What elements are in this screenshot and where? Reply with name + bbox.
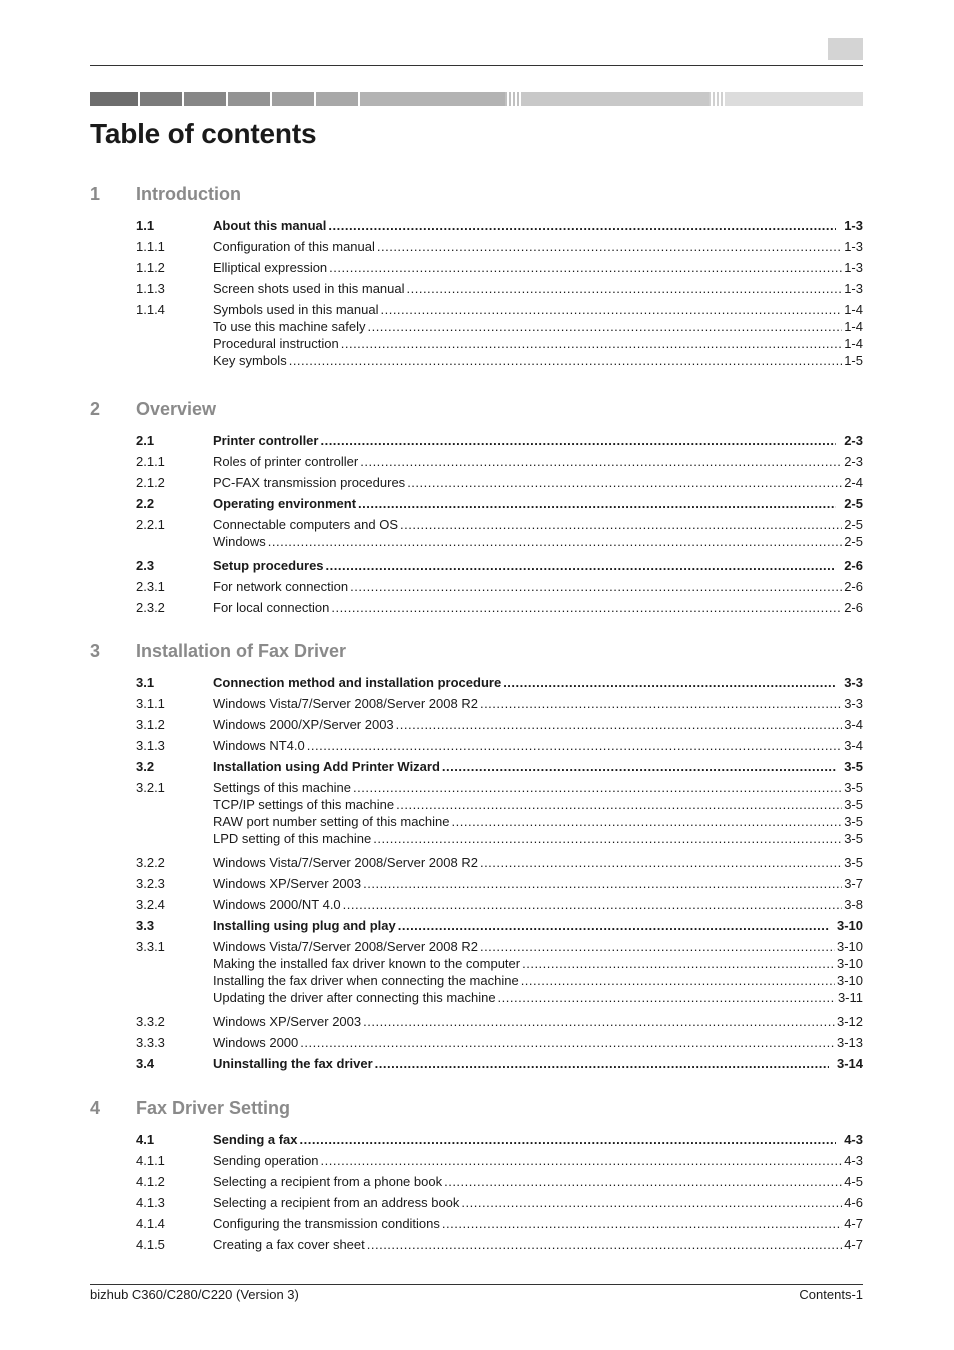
toc-entry-number: 4.1 <box>136 1132 155 1147</box>
toc-entry-title: Windows XP/Server 2003 <box>213 876 362 891</box>
toc-entry-page: 3-4 <box>844 717 863 732</box>
decorative-gradient-bar <box>90 92 863 106</box>
toc-entry-title: Sending operation <box>213 1153 319 1168</box>
dot-leader <box>358 495 836 512</box>
toc-entry[interactable] <box>90 1055 863 1076</box>
toc-entry-page: 3-5 <box>844 814 863 829</box>
chapter-section <box>90 399 863 620</box>
dot-leader <box>326 557 837 574</box>
toc-entry-page: 3-3 <box>844 675 863 690</box>
toc-entry[interactable] <box>90 578 863 599</box>
dot-leader <box>480 695 842 712</box>
toc-entry[interactable] <box>90 917 863 938</box>
dot-leader <box>350 578 842 595</box>
toc-entry[interactable] <box>90 737 863 758</box>
chapter-title: Introduction <box>136 184 241 204</box>
toc-entry-title: Connectable computers and OS <box>213 517 398 532</box>
toc-entry-number: 3.3 <box>136 918 155 933</box>
toc-entry-page: 2-6 <box>844 558 863 573</box>
footer-page-number: Contents-1 <box>799 1287 863 1302</box>
dot-leader <box>380 301 842 318</box>
toc-entry-list <box>90 1131 863 1257</box>
toc-entry-number: 3.2.2 <box>136 855 165 870</box>
toc-entry[interactable] <box>90 599 863 620</box>
toc-entry-number: 2.1.2 <box>136 475 165 490</box>
chapter-title: Overview <box>136 399 217 419</box>
dot-leader <box>480 854 842 871</box>
chapter-heading[interactable] <box>90 1098 863 1122</box>
toc-entry-page: 3-10 <box>836 956 863 971</box>
toc-entry[interactable] <box>90 875 863 896</box>
toc-entry-title: Selecting a recipient from a phone book <box>213 1174 443 1189</box>
toc-entry-page: 3-11 <box>837 990 863 1005</box>
dot-leader <box>353 779 842 796</box>
toc-entry[interactable] <box>90 495 863 516</box>
dot-leader <box>407 280 843 297</box>
toc-entry-title: Sending a fax <box>213 1132 298 1147</box>
header-rule <box>90 65 863 66</box>
toc-subentry[interactable] <box>90 533 863 550</box>
toc-entry-title: Installing using plug and play <box>213 918 396 933</box>
toc-entry-page: 3-5 <box>844 759 863 774</box>
toc-entry[interactable] <box>90 516 863 533</box>
page-title: Table of contents <box>90 118 317 149</box>
toc-entry[interactable] <box>90 557 863 578</box>
dot-leader <box>521 972 835 989</box>
toc-entry-number: 2.3 <box>136 558 155 573</box>
chapter-number: 4 <box>90 1098 101 1118</box>
dot-leader <box>307 737 842 754</box>
toc-entry-title: Windows XP/Server 2003 <box>213 1014 362 1029</box>
toc-entry[interactable] <box>90 432 863 453</box>
toc-entry-title: Windows Vista/7/Server 2008/Server 2008 R2 <box>213 855 478 870</box>
toc-entry-title: Configuring the transmission conditions <box>213 1216 440 1231</box>
dot-leader <box>377 238 842 255</box>
toc-entry[interactable] <box>90 896 863 917</box>
toc-entry[interactable] <box>90 1173 863 1194</box>
toc-entry[interactable] <box>90 938 863 955</box>
toc-entry-title: Printer controller <box>213 433 319 448</box>
toc-entry[interactable] <box>90 1194 863 1215</box>
toc-entry-list <box>90 432 863 620</box>
toc-entry[interactable] <box>90 1034 863 1055</box>
toc-entry-number: 2.3.2 <box>136 600 165 615</box>
dot-leader <box>400 516 842 533</box>
toc-entry-page: 3-14 <box>836 1056 863 1071</box>
toc-entry-title: Key symbols <box>213 353 287 368</box>
dot-leader <box>398 917 829 934</box>
toc-entry[interactable] <box>90 674 863 695</box>
toc-entry-title: PC-FAX transmission procedures <box>213 475 406 490</box>
toc-entry-page: 1-5 <box>844 353 863 368</box>
toc-entry-number: 3.2 <box>136 759 155 774</box>
chapter-number: 1 <box>90 184 101 204</box>
toc-subentry[interactable] <box>90 335 863 352</box>
toc-entry-number: 3.3.1 <box>136 939 165 954</box>
toc-entry-title: Elliptical expression <box>213 260 328 275</box>
toc-entry-page: 1-3 <box>844 218 863 233</box>
toc-entry[interactable] <box>90 238 863 259</box>
dot-leader <box>367 1236 842 1253</box>
dot-leader <box>328 217 836 234</box>
toc-entry-title: Windows NT4.0 <box>213 738 305 753</box>
dot-leader <box>396 716 843 733</box>
toc-entry[interactable] <box>90 217 863 238</box>
chapter-section <box>90 1098 863 1257</box>
dot-leader <box>321 1152 843 1169</box>
toc-entry[interactable] <box>90 301 863 318</box>
toc-entry[interactable] <box>90 1152 863 1173</box>
dot-leader <box>461 1194 842 1211</box>
toc-entry-number: 3.1.2 <box>136 717 165 732</box>
toc-entry-title: Windows 2000/NT 4.0 <box>213 897 341 912</box>
toc-entry[interactable] <box>90 474 863 495</box>
toc-entry-title: Screen shots used in this manual <box>213 281 405 296</box>
toc-entry-title: Symbols used in this manual <box>213 302 379 317</box>
dot-leader <box>343 896 843 913</box>
dot-leader <box>363 1013 835 1030</box>
toc-entry-page: 2-3 <box>844 433 863 448</box>
dot-leader <box>331 599 842 616</box>
toc-entry-title: TCP/IP settings of this machine <box>213 797 395 812</box>
chapter-title: Fax Driver Setting <box>136 1098 291 1118</box>
toc-entry-page: 2-3 <box>844 454 863 469</box>
dot-leader <box>452 813 843 830</box>
dot-leader <box>341 335 842 352</box>
dot-leader <box>498 989 836 1006</box>
toc-entry-title: For local connection <box>213 600 330 615</box>
dot-leader <box>300 1034 835 1051</box>
toc-entry-number: 3.1 <box>136 675 155 690</box>
toc-entry-number: 3.2.4 <box>136 897 165 912</box>
toc-entry-page: 3-10 <box>836 939 863 954</box>
toc-entry-page: 3-12 <box>836 1014 863 1029</box>
toc-entry-page: 3-5 <box>844 797 863 812</box>
dot-leader <box>407 474 842 491</box>
toc-entry-page: 3-5 <box>844 855 863 870</box>
toc-entry-title: Settings of this machine <box>213 780 352 795</box>
toc-entry[interactable] <box>90 779 863 796</box>
toc-entry-title: Creating a fax cover sheet <box>213 1237 365 1252</box>
dot-leader <box>360 453 842 470</box>
dot-leader <box>373 830 842 847</box>
footer-rule <box>90 1284 863 1285</box>
toc-entry-page: 3-10 <box>836 918 863 933</box>
toc-entry[interactable] <box>90 1131 863 1152</box>
corner-tab-marker <box>828 38 863 60</box>
toc-entry-number: 3.1.3 <box>136 738 165 753</box>
toc-entry-page: 2-4 <box>844 475 863 490</box>
toc-entry-number: 3.4 <box>136 1056 155 1071</box>
toc-entry-page: 1-4 <box>844 336 863 351</box>
toc-entry-number: 4.1.3 <box>136 1195 165 1210</box>
toc-entry-title: LPD setting of this machine <box>213 831 372 846</box>
toc-entry[interactable] <box>90 758 863 779</box>
toc-entry-title: To use this machine safely <box>213 319 366 334</box>
toc-entry[interactable] <box>90 716 863 737</box>
dot-leader <box>367 318 842 335</box>
toc-entry-number: 2.2.1 <box>136 517 165 532</box>
toc-entry-page: 3-3 <box>844 696 863 711</box>
toc-entry-number: 4.1.1 <box>136 1153 165 1168</box>
toc-entry-title: RAW port number setting of this machine <box>213 814 450 829</box>
dot-leader <box>375 1055 829 1072</box>
toc-entry-page: 4-6 <box>844 1195 863 1210</box>
toc-entry-list <box>90 217 863 369</box>
toc-entry-page: 1-4 <box>844 302 863 317</box>
toc-entry-title: For network connection <box>213 579 349 594</box>
toc-entry-page: 3-10 <box>836 973 863 988</box>
toc-entry-number: 2.3.1 <box>136 579 165 594</box>
toc-entry-title: Connection method and installation procedure <box>213 675 502 690</box>
toc-entry[interactable] <box>90 453 863 474</box>
toc-entry[interactable] <box>90 1236 863 1257</box>
toc-entry-page: 4-7 <box>844 1216 863 1231</box>
toc-entry-title: Windows Vista/7/Server 2008/Server 2008 R2 <box>213 939 478 954</box>
toc-entry-title: Procedural instruction <box>213 336 339 351</box>
toc-subentry[interactable] <box>90 955 863 972</box>
dot-leader <box>329 259 842 276</box>
toc-entry-number: 1.1.2 <box>136 260 165 275</box>
toc-entry-page: 3-5 <box>844 831 863 846</box>
toc-entry-page: 1-4 <box>844 319 863 334</box>
toc-entry-number: 3.2.3 <box>136 876 165 891</box>
toc-subentry[interactable] <box>90 813 863 830</box>
dot-leader <box>300 1131 837 1148</box>
toc-subentry[interactable] <box>90 830 863 847</box>
chapter-number: 3 <box>90 641 101 661</box>
toc-entry-page: 4-7 <box>844 1237 863 1252</box>
dot-leader <box>396 796 842 813</box>
toc-entry-number: 2.2 <box>136 496 155 511</box>
toc-entry-title: Updating the driver after connecting this machine <box>213 990 496 1005</box>
toc-entry-title: Operating environment <box>213 496 357 511</box>
toc-entry-title: Windows <box>213 534 266 549</box>
toc-entry-page: 2-5 <box>844 534 863 549</box>
chapter-title: Installation of Fax Driver <box>136 641 347 661</box>
toc-entry-page: 3-13 <box>836 1035 863 1050</box>
toc-entry-page: 1-3 <box>844 260 863 275</box>
chapter-section <box>90 184 863 369</box>
toc-entry-number: 1.1.1 <box>136 239 165 254</box>
toc-entry-page: 2-6 <box>844 579 863 594</box>
toc-entry-number: 3.3.3 <box>136 1035 165 1050</box>
toc-entry-title: Making the installed fax driver known to the computer <box>213 956 521 971</box>
toc-subentry[interactable] <box>90 352 863 369</box>
dot-leader <box>320 432 836 449</box>
toc-entry-title: Roles of printer controller <box>213 454 359 469</box>
dot-leader <box>442 1215 842 1232</box>
dot-leader <box>480 938 835 955</box>
dot-leader <box>442 758 836 775</box>
toc-subentry[interactable] <box>90 989 863 1006</box>
chapter-heading[interactable] <box>90 399 863 423</box>
dot-leader <box>363 875 842 892</box>
chapter-number: 2 <box>90 399 101 419</box>
chapter-heading[interactable] <box>90 641 863 665</box>
toc-entry-title: Uninstalling the fax driver <box>213 1056 373 1071</box>
toc-entry-title: Selecting a recipient from an address book <box>213 1195 460 1210</box>
chapter-section <box>90 641 863 1076</box>
toc-entry-title: Windows 2000 <box>213 1035 299 1050</box>
toc-entry-title: Configuration of this manual <box>213 239 375 254</box>
toc-entry-number: 4.1.2 <box>136 1174 165 1189</box>
toc-entry-number: 3.3.2 <box>136 1014 165 1029</box>
toc-entry-page: 3-4 <box>844 738 863 753</box>
toc-entry-number: 1.1.4 <box>136 302 165 317</box>
toc-entry-number: 3.2.1 <box>136 780 165 795</box>
toc-entry-title: Installing the fax driver when connecting the machine <box>213 973 519 988</box>
toc-entry-title: Windows Vista/7/Server 2008/Server 2008 R2 <box>213 696 478 711</box>
toc-entry-page: 3-5 <box>844 780 863 795</box>
dot-leader <box>289 352 843 369</box>
toc-entry-number: 2.1 <box>136 433 155 448</box>
toc-entry-title: About this manual <box>213 218 327 233</box>
toc-entry-title: Installation using Add Printer Wizard <box>213 759 440 774</box>
toc-subentry[interactable] <box>90 318 863 335</box>
toc-entry-page: 3-8 <box>844 897 863 912</box>
dot-leader <box>503 674 836 691</box>
toc-entry-title: Windows 2000/XP/Server 2003 <box>213 717 394 732</box>
toc-entry-page: 4-3 <box>844 1153 863 1168</box>
chapter-heading[interactable] <box>90 184 863 208</box>
toc-entry-page: 4-5 <box>844 1174 863 1189</box>
dot-leader <box>444 1173 842 1190</box>
toc-entry[interactable] <box>90 854 863 875</box>
toc-entry-page: 3-7 <box>844 876 863 891</box>
toc-entry-title: Setup procedures <box>213 558 324 573</box>
toc-entry-number: 4.1.4 <box>136 1216 165 1231</box>
toc-entry-page: 1-3 <box>844 281 863 296</box>
toc-entry-page: 1-3 <box>844 239 863 254</box>
toc-entry-number: 1.1 <box>136 218 155 233</box>
toc-entry[interactable] <box>90 1013 863 1034</box>
toc-entry[interactable] <box>90 695 863 716</box>
toc-entry-number: 3.1.1 <box>136 696 165 711</box>
toc-entry-number: 4.1.5 <box>136 1237 165 1252</box>
toc-entry[interactable] <box>90 259 863 280</box>
toc-entry-number: 1.1.3 <box>136 281 165 296</box>
toc-entry-page: 2-5 <box>844 496 863 511</box>
toc-entry-page: 2-5 <box>844 517 863 532</box>
dot-leader <box>268 533 842 550</box>
toc-subentry[interactable] <box>90 972 863 989</box>
toc-entry-list <box>90 674 863 1076</box>
footer-product-name: bizhub C360/C280/C220 (Version 3) <box>90 1287 299 1302</box>
toc-entry[interactable] <box>90 280 863 301</box>
toc-subentry[interactable] <box>90 796 863 813</box>
toc-entry-number: 2.1.1 <box>136 454 165 469</box>
toc-entry-page: 4-3 <box>844 1132 863 1147</box>
dot-leader <box>522 955 835 972</box>
toc-entry-page: 2-6 <box>844 600 863 615</box>
toc-entry[interactable] <box>90 1215 863 1236</box>
